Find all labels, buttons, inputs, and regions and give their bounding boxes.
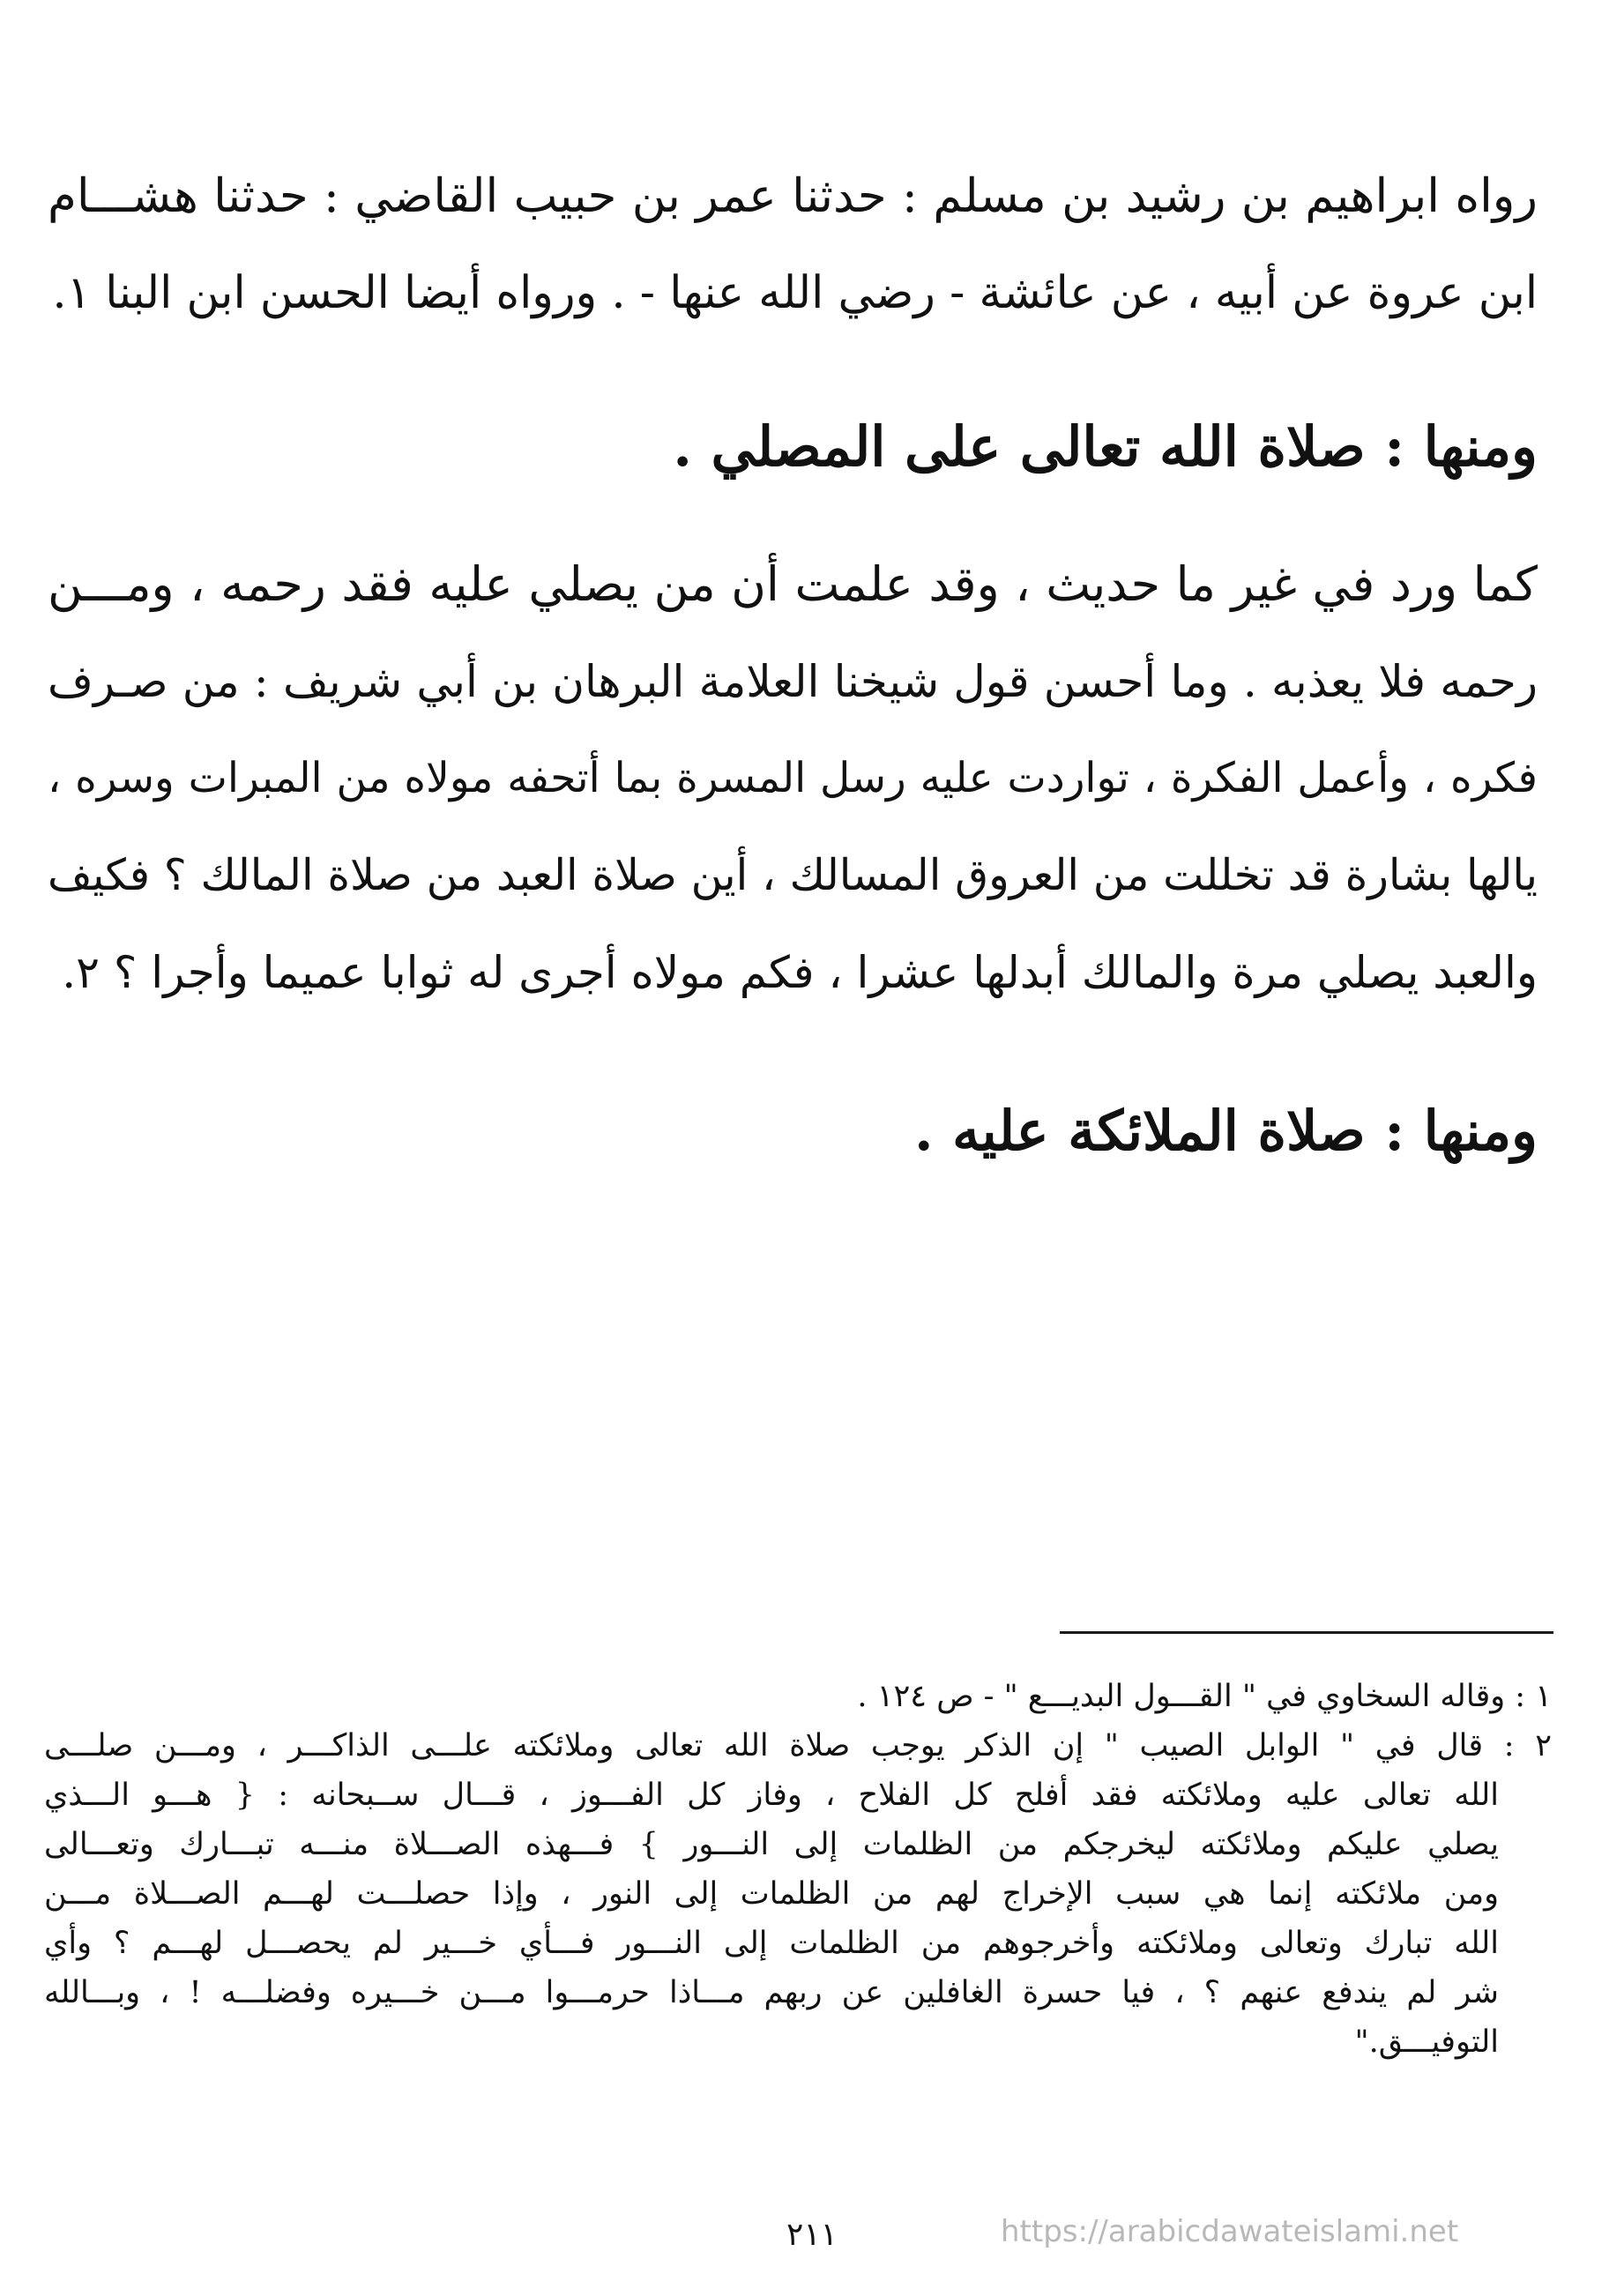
text-line: رحمه فلا يعذبه . وما أحسن قول شيخنا العلامة البرهان بن أبي شريف : من صـرف xyxy=(48,656,1538,707)
text-line: والعبد يصلي مرة والمالك أبدلها عشرا ، فكم مولاه أجرى له ثوابا عميما وأجرا ؟ ٢. xyxy=(62,947,1538,998)
footnote-line: الله تبارك وتعالى وملائكته وأخرجوهم من الظلمات إلى النـــور فـــأي خـــير لم يحصـــل لهـــم ؟ وأي xyxy=(44,1926,1499,1961)
footnote-line: ١ : وقاله السخاوي في " القـــول البديـــع " - ص ١٢٤ . xyxy=(857,1679,1552,1714)
footnote-line: ٢ : قال في " الوابل الصيب " إن الذكر يوجب صلاة الله تعالى وملائكته علـــى الذاكـــر ، ومـــن صلـــى xyxy=(44,1728,1552,1763)
footnotes xyxy=(44,1672,1552,2067)
text-line: رواه ابراهيم بن رشيد بن مسلم : حدثنا عمر بن حبيب القاضي : حدثنا هشـــام xyxy=(48,169,1538,223)
text-line: يالها بشارة قد تخللت من العروق المسالك ، أين صلاة العبد من صلاة المالك ؟ فكيف xyxy=(48,850,1538,900)
section-heading: ومنها : صلاة الله تعالى على المصلي . xyxy=(673,414,1538,479)
paragraph-hadith-chain xyxy=(48,148,1538,342)
footnote-line: شر لم يندفع عنهم ؟ ، فيا حسرة الغافلين عن ربهم مـــاذا حرمـــوا مـــن خـــيره وفضلـــه ! ، وبـــالله xyxy=(44,1975,1499,2010)
footnote-separator xyxy=(1060,1631,1553,1634)
page-number: ٢١١ xyxy=(786,2217,838,2253)
text-line: فكره ، وأعمل الفكرة ، تواردت عليه رسل المسرة بما أتحفه مولاه من المبرات وسره ، xyxy=(48,754,1538,802)
text-line: كما ورد في غير ما حديث ، وقد علمت أن من يصلي عليه فقد رحمه ، ومـــن xyxy=(48,556,1538,612)
footnote-line: التوفيـــق." xyxy=(1354,2024,1499,2060)
section-heading: ومنها : صلاة الملائكة عليه . xyxy=(913,1099,1538,1163)
text-line: ابن عروة عن أبيه ، عن عائشة - رضي الله عنها - . ورواه أيضا الحسن ابن البنا ١. xyxy=(52,267,1538,319)
footnote-line: الله تعالى عليه وملائكته فقد أفلح كل الفلاح ، وفاز كل الفـــوز ، قـــال ســبحانه : { هـــو الـــذي xyxy=(44,1778,1499,1813)
paragraph-body xyxy=(48,536,1538,1021)
watermark-url: https://arabicdawateislami.net xyxy=(1001,2214,1459,2249)
footnote-line: يصلي عليكم وملائكته ليخرجكم من الظلمات إلى النـــور } فـــهذه الصـــلاة منـــه تبـــارك وتعـــالى xyxy=(44,1827,1499,1862)
footnote-line: ومن ملائكته إنما هي سبب الإخراج لهم من الظلمات إلى النور ، وإذا حصلـــت لهـــم الصـــلاة مـــن xyxy=(44,1876,1499,1912)
